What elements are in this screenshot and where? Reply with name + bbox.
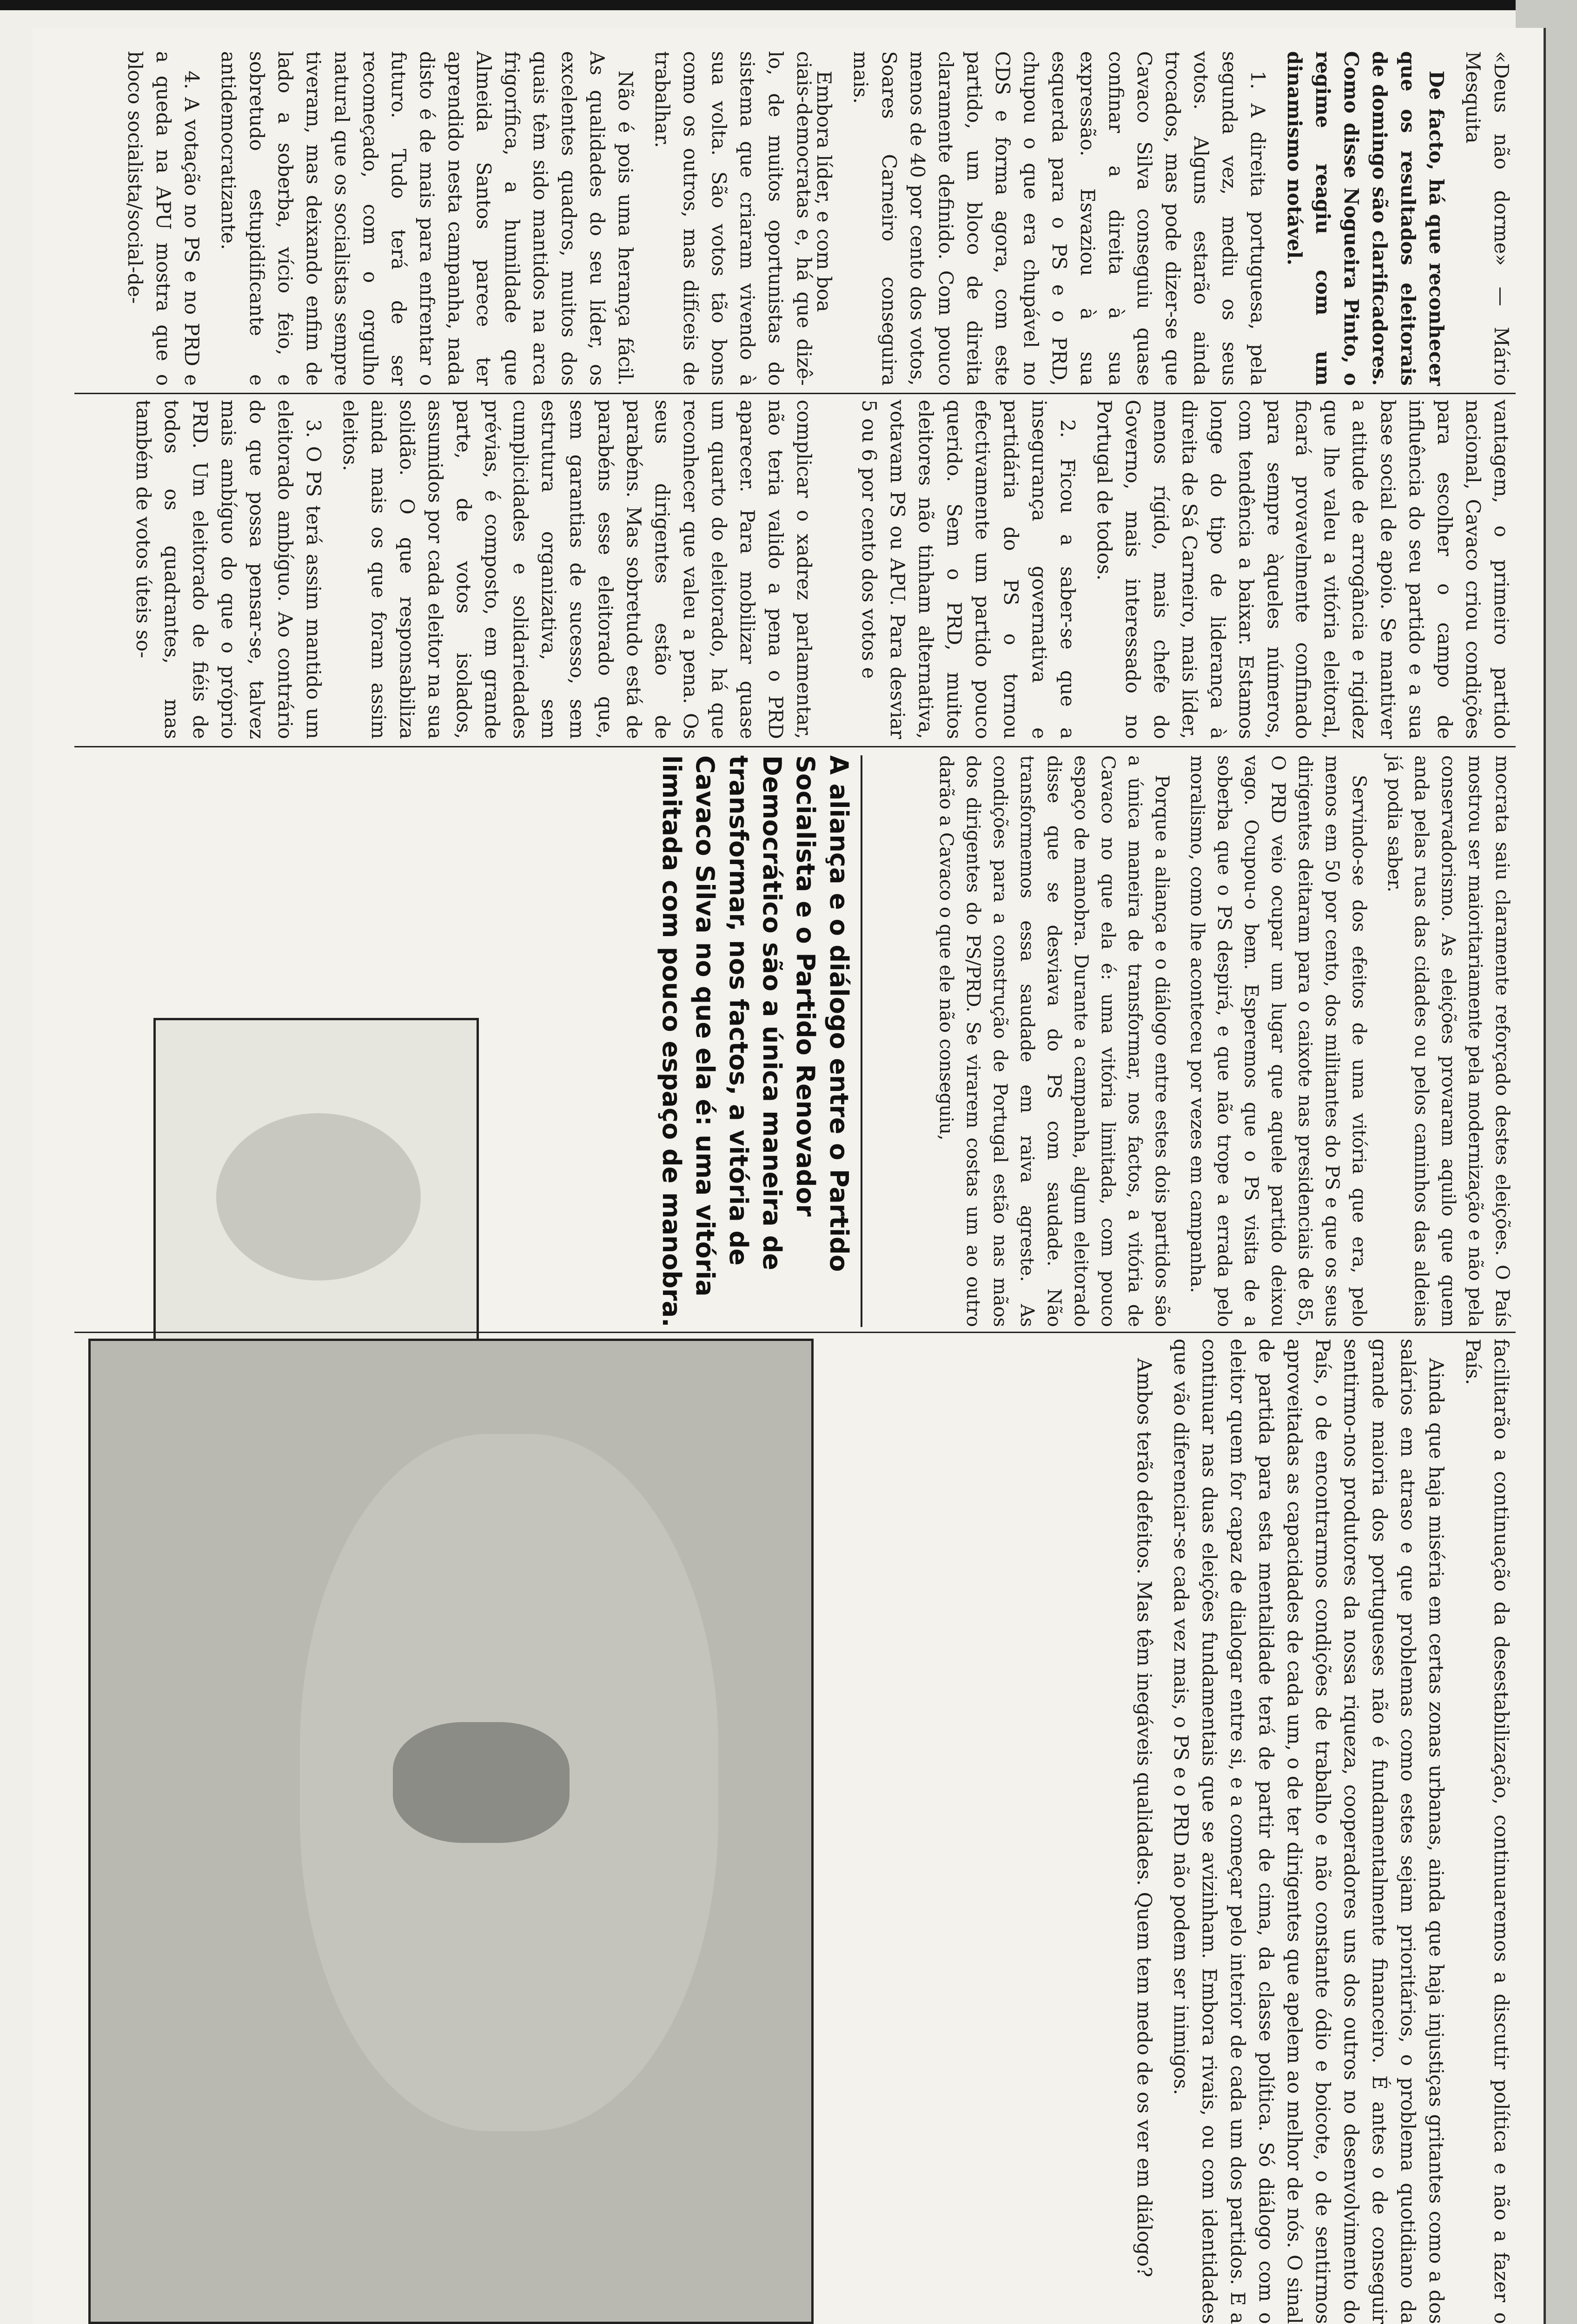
author-portrait	[153, 1018, 479, 1376]
col2-paragraph: 2. Ficou a saber-se que a insegurança governativa e partidária do PS o tornou efectivamente um partido pouco querido. Sem o PRD, muitos eleitores não tinham alternativa, votavam PS ou APU. Para desviar 5 ou 6 por cento dos votos e	[858, 400, 1079, 739]
col2-paragraph: vantagem, o primeiro partido nacional, Cavaco criou condições para escolher o campo de influência do seu partido e a sua base social de apoio. Se mantiver a atitude de arrogância e rigidez que lhe valeu a vitória eleitoral, ficará provavelmente confinado para sempre àqueles números, com tendência a baixar. Estamos longe do tipo de liderança à direita de Sá Carneiro, mais líder, menos rígido, mais chefe do Governo, mais interessado no Portugal de todos.	[1093, 400, 1513, 739]
col4-paragraph: ciais-democratas e, há que dizê-lo, de muitos oportunistas do sistema que criaram vivendo à sua volta. São votos tão bons como os outros, mas difíceis de trabalhar.	[651, 51, 815, 386]
scan-top-edge	[0, 0, 1577, 10]
column-1	[813, 51, 1516, 386]
column-3	[74, 400, 818, 739]
col4-paragraph: Não é pois uma herança fácil. As qualidades do seu líder, os excelentes quadros, muitos dos quais têm sido mantidos na arca frigorífica, a humildade que Almeida Santos parece ter aprendido nesta campanha, nada disto é de mais para enfrentar o futuro. Tudo terá de ser recomeçado, com o orgulho natural que os socialistas sempre tiveram, mas deixando enfim de lado a soberba, vício feio, e sobretudo estupidificante e antidemocratizante.	[217, 51, 637, 386]
column-4	[74, 51, 818, 386]
col1-paragraph: «Deus não dorme» — Mário Mesquita	[1462, 51, 1513, 386]
col3-paragraph: 3. O PS terá assim mantido um eleitorado ambíguo. Ao contrário do que possa pensar-se, talvez mais ambíguo do que o próprio PRD. Um eleitorado de fiéis de todos os quadrantes, mas também de votos úteis so-	[132, 400, 325, 739]
article-headline: A aliança e o diálogo entre o Partido Socialista e o Partido Renovador Democrático são a única maneira de transformar, nos factos, a vitória de Cavaco Silva no que ela é: uma vitória limitada com pouco espaço de manobra.	[657, 755, 854, 1327]
col1-paragraph: Embora líder, e com boa	[813, 71, 835, 312]
rotated-article	[46, 42, 1525, 2324]
column-rule	[74, 1332, 1516, 1333]
author-face	[216, 1113, 421, 1281]
col6-paragraph: Ambos terão defeitos. Mas têm inegáveis qualidades. Quem tem medo de os ver em diálogo?	[1133, 1358, 1156, 2278]
col5-paragraph: Servindo-se dos efeitos de uma vitória que era, pelo menos em 50 por cento, dos militantes do PS e que os seus dirigentes deitaram para o caixote nas presidenciais de 85, O PRD veio ocupar um lugar que aquele partido deixou vago. Ocupou-o bem. Esperemos que o PS visita de a soberba que o PS despirá, e que não trope a errada pelo moralismo, como lhe aconteceu por vezes em campanha.	[1186, 755, 1370, 1327]
column-rule	[74, 746, 1516, 747]
col5-paragraph: mocrata saiu claramente reforçado destes eleições. O País mostrou ser maioritariamente pela modernização e não pela conservadorismo. As eleições provaram aquilo que quem anda pelas ruas das cidades ou pelos caminhos das aldeias já podia saber.	[1384, 755, 1513, 1327]
column-rule	[74, 393, 1516, 394]
column-6	[828, 1339, 1516, 2324]
col4-paragraph: 4. A votação no PS e no PRD e a queda na APU mostra que o bloco socialista/social-de-	[124, 51, 203, 386]
col6-paragraph: facilitarão a continuação da desestabilização, continuaremos a discutir política e não a fazer o País.	[1462, 1339, 1513, 2324]
headline-rule	[861, 755, 862, 1327]
faded-photograph	[88, 1339, 814, 2324]
col6-paragraph: Ainda que haja miséria em certas zonas urbanas, ainda que haja injustiças gritantes como a dos salários em atraso e que problemas como estes sejam prioritários, o problema quotidiano da grande maioria dos portugueses não é fundamentalmente financeiro. É antes o de conseguir sentirmo-nos produtores da nossa riqueza, cooperadores uns dos outros no desenvolvimento do País, o de encontrarmos condições de trabalho e não constante ódio e boicote, o de sentirmos aproveitadas as capacidades de cada um, o de ter dirigentes que apelem ao melhor de nós. O sinal de partida para esta mentalidade terá de partir de cima, da classe política. Só diálogo com o eleitor quem for capaz de dialogar entre si, e a começar pelo interior de cada um dos partidos. E a continuar nas duas eleições fundamentais que se avizinham. Embora rivais, ou com identidades que vão diferenciar-se cada vez mais, o PS e o PRD não podem ser inimigos.	[1170, 1339, 1448, 2324]
photo-dark-spot	[393, 1722, 570, 1843]
col1-paragraph: 1. A direita portuguesa, pela segunda vez, mediu os seus votos. Alguns estarão ainda trocados, mas pode dizer-se que Cavaco Silva conseguiu quase confinar a direita à sua expressão. Esvaziou à sua esquerda para o PS e o PRD, chupou o que era chupável no CDS e forma agora, com este partido, um bloco de direita claramente definido. Com pouco menos de 40 por cento dos votos, Soares Carneiro conseguira mais.	[849, 51, 1269, 386]
col1-paragraph: De facto, há que reconhecer que os resultados eleitorais de domingo são clarificadores. Como disse Nogueira Pinto, o regime reagiu com um dinamismo notável.	[1283, 51, 1448, 386]
column-5	[865, 755, 1516, 1327]
col5-paragraph: Porque a aliança e o diálogo entre estes dois partidos são a única maneira de transformar, nos factos, a vitória de Cavaco no que ela é: uma vitória limitada, com pouco espaço de manobra. Durante a campanha, algum eleitorado disse que se desviava do PS com saudade. Não transformemos essa saudade em raiva agreste. As condições para a construção de Portugal estão nas mãos dos dirigentes do PS/PRD. Se virarem costas um ao outro darão a Cavaco o que ele não conseguiu,	[935, 755, 1173, 1327]
col3-paragraph: complicar o xadrez parlamentar, não teria valido a pena o PRD aparecer. Para mobilizar quase um quarto do eleitorado, há que reconhecer que valeu a pena. Os seus dirigentes estão de parabéns. Mas sobretudo está de parabéns esse eleitorado que, sem garantias de sucesso, sem estrutura organizativa, sem cumplicidades e solidariedades prévias, é composto, em grande parte, de votos isolados, assumidos por cada eleitor na sua solidão. O que responsabiliza ainda mais os que foram assim eleitos.	[339, 400, 815, 739]
column-2	[828, 400, 1516, 739]
